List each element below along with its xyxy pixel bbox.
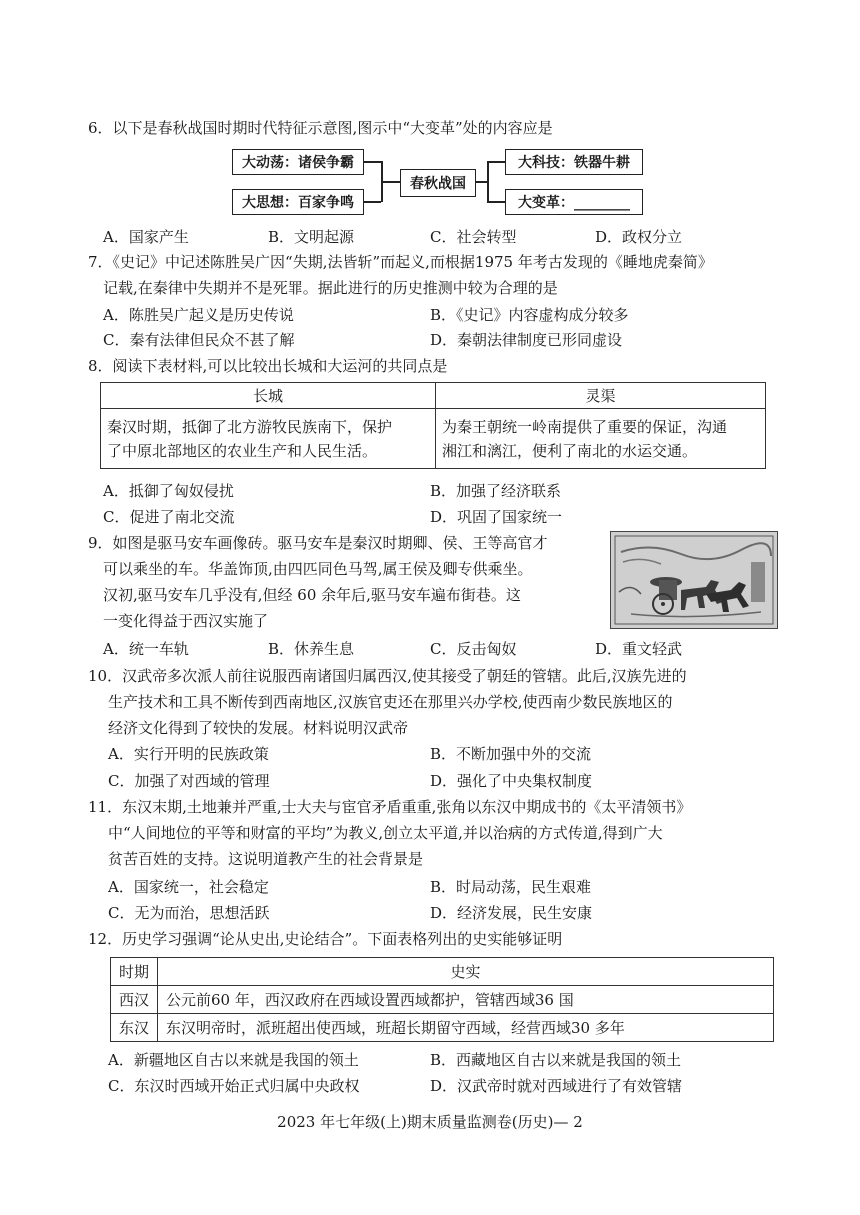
q7-option-d: D．秦朝法律制度已形同虚设 xyxy=(430,331,623,349)
q9-line4: 一变化得益于西汉实施了 xyxy=(103,612,269,630)
table-header: 时期 xyxy=(111,958,158,986)
table-cell: 西汉 xyxy=(111,986,158,1014)
connector xyxy=(363,161,381,163)
q12-option-b: B．西藏地区自古以来就是我国的领土 xyxy=(430,1051,682,1069)
diagram-left-bottom: 大思想：百家争鸣 xyxy=(232,189,364,215)
q9-line1: 9．如图是驱马安车画像砖。驱马安车是秦汉时期卿、侯、王等高官才 xyxy=(88,534,548,552)
q10-option-c: C．加强了对西域的管理 xyxy=(108,772,270,790)
q11-line3: 贫苦百姓的支持。这说明道教产生的社会背景是 xyxy=(108,850,424,868)
table-cell: 公元前60 年，西汉政府在西域设置西域都护，管辖西域36 国 xyxy=(158,986,774,1014)
q10-option-a: A．实行开明的民族政策 xyxy=(108,745,269,763)
table-cell xyxy=(101,409,436,469)
q10-line2: 生产技术和工具不断传到西南地区,汉族官吏还在那里兴办学校,使西南少数民族地区的 xyxy=(108,693,673,711)
q6-stem: 6．以下是春秋战国时期时代特征示意图,图示中“大变革”处的内容应是 xyxy=(88,119,553,137)
q9-option-a: A．统一车轨 xyxy=(103,640,189,658)
table-header: 灵渠 xyxy=(436,383,766,409)
connector xyxy=(487,161,505,163)
q7-option-a: A．陈胜吴广起义是历史传说 xyxy=(103,306,294,324)
table-cell: 东汉明帝时，派班超出使西域，班超长期留守西域，经营西域30 多年 xyxy=(158,1014,774,1042)
table-cell xyxy=(436,409,766,469)
q11-line1: 11．东汉末期,土地兼并严重,士大夫与宦官矛盾重重,张角以东汉中期成书的《太平清领书》 xyxy=(88,798,692,816)
chariot-brick-image xyxy=(610,531,778,629)
table-header: 史实 xyxy=(158,958,774,986)
diagram-right-top: 大科技：铁器牛耕 xyxy=(505,149,643,175)
q9-option-d: D．重文轻武 xyxy=(595,640,683,658)
table-cell: 东汉 xyxy=(111,1014,158,1042)
q6-option-a: A．国家产生 xyxy=(103,228,189,246)
q9-option-c: C．反击匈奴 xyxy=(430,640,517,658)
q8-table xyxy=(100,382,766,469)
q8-option-a: A．抵御了匈奴侵扰 xyxy=(103,482,234,500)
q11-option-d: D．经济发展，民生安康 xyxy=(430,904,593,922)
diagram-right-bottom: 大变革：________ xyxy=(505,189,643,215)
connector xyxy=(363,201,381,203)
q6-option-c: C．社会转型 xyxy=(430,228,517,246)
q7-option-c: C．秦有法律但民众不甚了解 xyxy=(103,331,295,349)
connector xyxy=(487,161,489,202)
q8-stem: 8．阅读下表材料,可以比较出长城和大运河的共同点是 xyxy=(88,357,448,375)
q7-stem-line2: 记载,在秦律中失期并不是死罪。据此进行的历史推测中较为合理的是 xyxy=(103,279,558,297)
cell-line: 为秦王朝统一岭南提供了重要的保证，沟通 xyxy=(442,417,728,436)
q7-option-b: B．《史记》内容虚构成分较多 xyxy=(430,306,629,324)
q8-option-b: B．加强了经济联系 xyxy=(430,482,562,500)
q10-line1: 10．汉武帝多次派人前往说服西南诸国归属西汉,使其接受了朝廷的管辖。此后,汉族先进的 xyxy=(88,667,687,685)
q10-option-b: B．不断加强中外的交流 xyxy=(430,745,592,763)
q6-option-b: B．文明起源 xyxy=(268,228,355,246)
q9-option-b: B．休养生息 xyxy=(268,640,355,658)
connector xyxy=(487,201,505,203)
q10-line3: 经济文化得到了较快的发展。材料说明汉武帝 xyxy=(108,719,409,737)
q9-line3: 汉初,驱马安车几乎没有,但经 60 余年后,驱马安车遍布街巷。这 xyxy=(103,586,521,604)
q12-stem: 12．历史学习强调“论从史出,史论结合”。下面表格列出的史实能够证明 xyxy=(88,930,563,948)
q10-option-d: D．强化了中央集权制度 xyxy=(430,772,593,790)
q8-option-d: D．巩固了国家统一 xyxy=(430,508,563,526)
connector xyxy=(475,181,487,183)
q12-option-c: C．东汉时西域开始正式归属中央政权 xyxy=(108,1077,360,1095)
cell-line: 湘江和漓江，便利了南北的水运交通。 xyxy=(442,441,698,460)
q11-option-c: C．无为而治，思想活跃 xyxy=(108,904,270,922)
q12-option-d: D．汉武帝时就对西域进行了有效管辖 xyxy=(430,1077,683,1095)
page-footer: 2023 年七年级(上)期末质量监测卷(历史)— 2 xyxy=(277,1113,583,1131)
connector xyxy=(381,181,400,183)
cell-line: 秦汉时期，抵御了北方游牧民族南下，保护 xyxy=(107,417,393,436)
table-header: 长城 xyxy=(101,383,436,409)
diagram-left-top: 大动荡：诸侯争霸 xyxy=(232,149,364,175)
q6-option-d: D．政权分立 xyxy=(595,228,683,246)
q12-option-a: A．新疆地区自古以来就是我国的领土 xyxy=(108,1051,359,1069)
diagram-center: 春秋战国 xyxy=(400,169,476,197)
q7-stem-line1: 7．《史记》中记述陈胜吴广因“失期,法皆斩”而起义,而根据1975 年考古发现的《睡地虎秦简》 xyxy=(88,253,713,271)
q8-option-c: C．促进了南北交流 xyxy=(103,508,235,526)
q11-option-b: B．时局动荡，民生艰难 xyxy=(430,878,592,896)
q12-table xyxy=(110,957,774,1042)
q11-line2: 中“人间地位的平等和财富的平均”为教义,创立太平道,并以治病的方式传道,得到广大 xyxy=(108,824,663,842)
q9-line2: 可以乘坐的车。华盖饰顶,由四匹同色马驾,属王侯及卿专供乘坐。 xyxy=(103,560,533,578)
cell-line: 了中原北部地区的农业生产和人民生活。 xyxy=(107,441,378,460)
chariot-relief-illustration xyxy=(611,532,777,628)
q11-option-a: A．国家统一，社会稳定 xyxy=(108,878,269,896)
